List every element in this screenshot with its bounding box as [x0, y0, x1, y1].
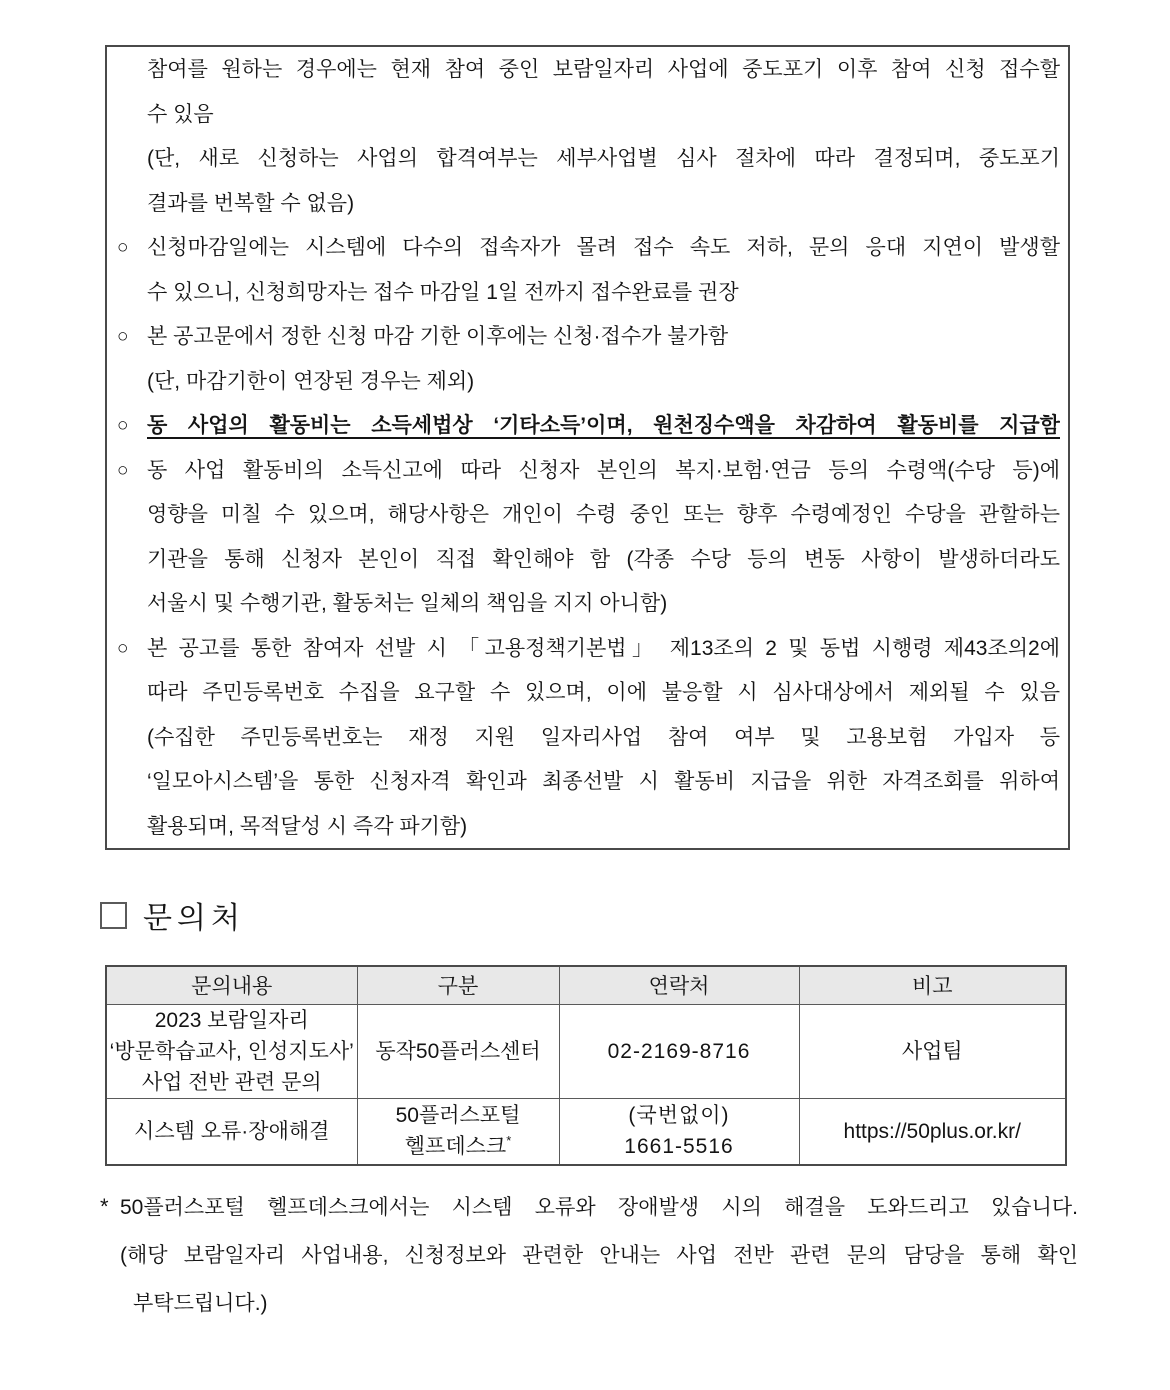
notice-paragraph	[117, 315, 1060, 360]
text-line: 활용되며, 목적달성 시 즉각 파기함)	[147, 814, 468, 838]
circle-bullet-icon: ○	[117, 237, 129, 258]
cell-line: 동작50플러스센터	[375, 1039, 541, 1063]
paragraph-text	[147, 627, 1060, 850]
text-line: 수 있으니, 신청희망자는 접수 마감일 1일 전까지 접수완료를 권장	[147, 280, 739, 304]
paragraph-text	[147, 315, 1060, 360]
circle-bullet-icon: ○	[117, 326, 129, 347]
cell-note	[799, 1098, 1066, 1165]
square-bullet-icon	[100, 902, 127, 929]
paragraph-text	[147, 48, 1060, 137]
notice-paragraph	[117, 226, 1060, 315]
cell-category	[357, 1098, 559, 1165]
paragraph-text	[147, 404, 1060, 449]
text-line: 참여를 원하는 경우에는 현재 참여 중인 보람일자리 사업에 중도포기 이후 참여 신청 접수할	[147, 58, 1060, 81]
paragraph-text	[147, 137, 1060, 226]
cell-inquiry	[106, 1098, 357, 1165]
paragraph-text	[147, 360, 1060, 405]
circle-bullet-icon: ○	[117, 459, 129, 481]
cell-line: ‘방문학습교사, 인성지도사’	[109, 1039, 354, 1063]
text-line: 따라 주민등록번호 수집을 요구할 수 있으며, 이에 불응할 시 심사대상에서 제외될 수 있음	[147, 681, 1060, 704]
text-line: 부탁드립니다.)	[133, 1292, 268, 1315]
notice-paragraph	[117, 360, 1060, 405]
text-line: (수집한 주민등록번호는 재정 지원 일자리사업 참여 여부 및 고용보험 가입자 등	[147, 725, 1060, 749]
table-row	[106, 1004, 1066, 1098]
text-line: 신청마감일에는 시스템에 다수의 접속자가 몰려 접수 속도 저하, 문의 응대 지연이 발생할	[147, 236, 1060, 259]
text-line: 결과를 번복할 수 없음)	[147, 191, 355, 215]
paragraph-text	[147, 226, 1060, 315]
bullet-marker	[117, 360, 147, 405]
phone-number: 02-2169-8716	[607, 1039, 751, 1063]
cell-contact	[559, 1098, 799, 1165]
text-line: 동 사업의 활동비는 소득세법상 ‘기타소득’이며, 원천징수액을 차감하여 활동비를 지급함	[147, 414, 1060, 437]
paragraph-text	[147, 449, 1060, 627]
section-title: 문의처	[143, 902, 245, 935]
cell-line: 50플러스포털	[395, 1104, 521, 1128]
footnote-reference-mark: *	[506, 1133, 512, 1149]
header-cell-inquiry: 문의내용	[106, 966, 357, 1004]
cell-line: 사업 전반 관련 문의	[141, 1070, 322, 1094]
header-cell-category: 구분	[357, 966, 559, 1004]
header-cell-contact: 연락처	[559, 966, 799, 1004]
footnote	[100, 1184, 1078, 1328]
bullet-marker	[117, 137, 147, 182]
cell-line: 시스템 오류·장애해결	[134, 1119, 330, 1143]
text-line: 서울시 및 수행기관, 활동처는 일체의 책임을 지지 아니함)	[147, 592, 668, 615]
notice-paragraph	[117, 137, 1060, 226]
website-url: https://50plus.or.kr/	[843, 1119, 1021, 1143]
table-row	[106, 1098, 1066, 1165]
notice-paragraph	[117, 627, 1060, 850]
text-line: 수 있음	[147, 102, 214, 126]
table-header-row	[106, 966, 1066, 1004]
notice-box	[105, 45, 1070, 850]
contact-table	[105, 965, 1067, 1166]
text-line: 본 공고를 통한 참여자 선발 시 「고용정책기본법」 제13조의 2 및 동법 시행령 제43조의2에	[147, 636, 1060, 660]
cell-line: (국번없이)	[628, 1104, 730, 1128]
circle-bullet-icon: ○	[117, 637, 129, 659]
asterisk-marker: *	[100, 1194, 109, 1219]
bullet-marker	[117, 48, 147, 93]
text-line: 기관을 통해 신청자 본인이 직접 확인해야 함 (각종 수당 등의 변동 사항이 발생하더라도	[147, 547, 1060, 571]
cell-line: 2023 보람일자리	[154, 1008, 309, 1032]
cell-inquiry	[106, 1004, 357, 1098]
cell-line	[358, 1131, 559, 1162]
text-line: 동 사업 활동비의 소득신고에 따라 신청자 본인의 복지·보험·연금 등의 수령액(수당 등)에	[147, 458, 1060, 482]
notice-paragraph-emphasized	[117, 404, 1060, 449]
circle-bullet-icon: ○	[117, 415, 129, 436]
text-line: (단, 마감기한이 연장된 경우는 제외)	[147, 369, 475, 393]
cell-contact	[559, 1004, 799, 1098]
notice-paragraph	[117, 449, 1060, 627]
cell-category	[357, 1004, 559, 1098]
text-line: 50플러스포털 헬프데스크에서는 시스템 오류와 장애발생 시의 해결을 도와드리고 있습니다.	[120, 1196, 1078, 1219]
footnote-text	[120, 1184, 1078, 1328]
text-line: ‘일모아시스템’을 통한 신청자격 확인과 최종선발 시 활동비 지급을 위한 자격조회를 위하여	[147, 770, 1060, 793]
contact-section-header	[100, 893, 245, 937]
cell-note	[799, 1004, 1066, 1098]
header-cell-note: 비고	[799, 966, 1066, 1004]
text-line: (단, 새로 신청하는 사업의 합격여부는 세부사업별 심사 절차에 따라 결정되며, 중도포기	[147, 147, 1060, 170]
text-line: (해당 보람일자리 사업내용, 신청정보와 관련한 안내는 사업 전반 관련 문의 담당을 통해 확인	[120, 1244, 1078, 1267]
phone-number: 1661-5516	[624, 1135, 734, 1159]
notice-paragraph	[117, 48, 1060, 137]
text-line: 본 공고문에서 정한 신청 마감 기한 이후에는 신청·접수가 불가함	[147, 325, 729, 348]
text-line: 영향을 미칠 수 있으며, 해당사항은 개인이 수령 중인 또는 향후 수령예정인 수당을 관할하는	[147, 503, 1060, 526]
cell-line-text: 헬프데스크	[404, 1135, 507, 1159]
cell-line: 사업팀	[901, 1039, 963, 1063]
